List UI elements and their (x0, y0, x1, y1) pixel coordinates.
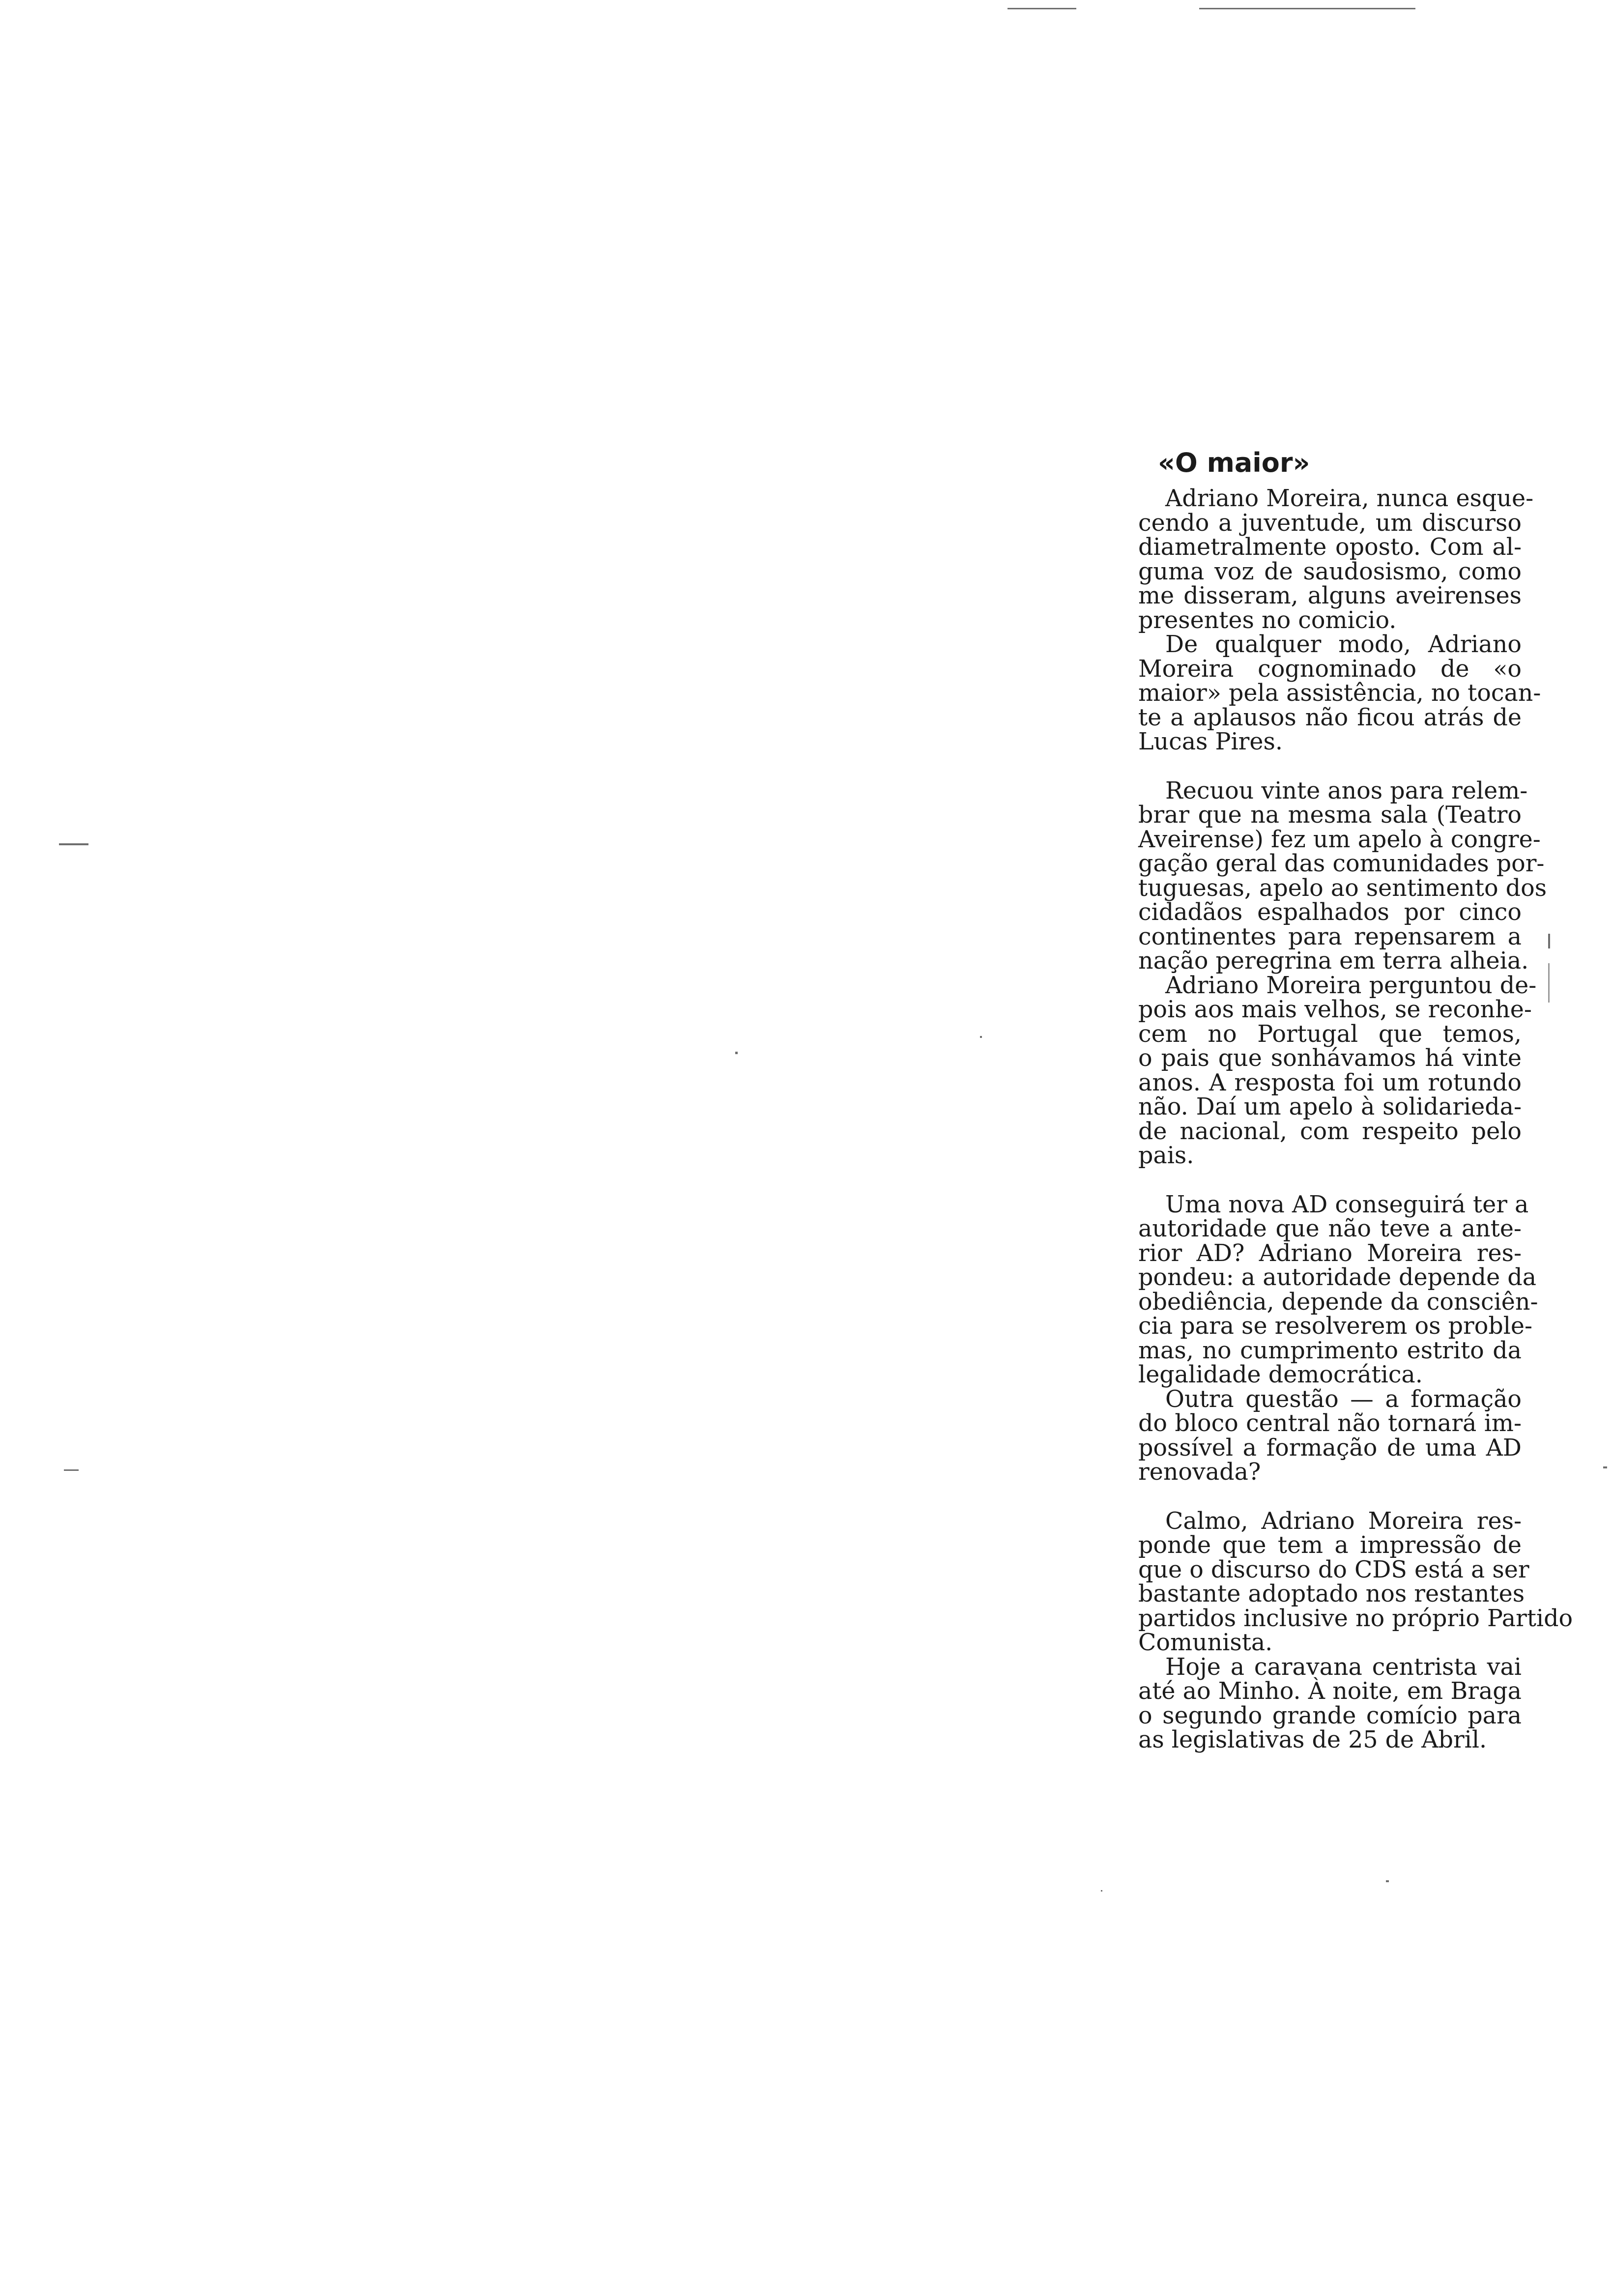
text-line: cem no Portugal que temos, (1138, 1020, 1522, 1048)
paragraph (1138, 1655, 1522, 1752)
paragraph-gap (1138, 754, 1522, 779)
text-line: Adriano Moreira perguntou de- (1165, 972, 1537, 999)
scan-speck-2 (980, 1036, 982, 1038)
text-line: as legislativas de 25 de Abril. (1138, 1726, 1487, 1753)
text-line: cendo a juventude, um discurso (1138, 509, 1522, 537)
paragraph (1138, 777, 1547, 975)
text-line: ponde que tem a impressão de (1138, 1532, 1522, 1559)
text-line: maior» pela assistência, no tocan- (1138, 680, 1541, 707)
text-line: Lucas Pires. (1138, 728, 1283, 755)
text-line: pondeu: a autoridade depende da (1138, 1264, 1537, 1291)
scan-mark-top-right (1199, 8, 1415, 9)
article-headline: «O maior» (1158, 447, 1310, 478)
text-line: renovada? (1138, 1459, 1261, 1486)
text-line: possível a formação de uma AD (1138, 1434, 1522, 1462)
text-line: De qualquer modo, Adriano (1165, 631, 1522, 658)
text-line: de nacional, com respeito pelo (1138, 1118, 1522, 1145)
paragraph (1138, 972, 1537, 1169)
text-line: rior AD? Adriano Moreira res- (1138, 1239, 1522, 1267)
text-line: tuguesas, apelo ao sentimento dos (1138, 874, 1547, 902)
text-line: o pais que sonhávamos há vinte (1138, 1045, 1522, 1072)
text-line: continentes para repensarem a (1138, 923, 1522, 950)
scan-mark-left-2 (64, 1469, 79, 1471)
paragraph (1138, 1387, 1522, 1485)
text-line: Moreira cognominado de «o (1138, 655, 1522, 683)
paragraph (1138, 631, 1541, 755)
paragraph (1138, 1507, 1573, 1656)
text-line: Uma nova AD conseguirá ter a (1165, 1191, 1529, 1218)
article-body (1138, 485, 1573, 1753)
text-line: legalidade democrática. (1138, 1361, 1423, 1388)
text-line: pois aos mais velhos, se reconhe- (1138, 996, 1532, 1023)
text-line: Hoje a caravana centrista vai (1165, 1653, 1522, 1681)
text-line: guma voz de saudosismo, como (1138, 558, 1522, 585)
scan-speck-5 (1386, 1880, 1389, 1882)
scan-speck-4 (1101, 1890, 1102, 1892)
scan-mark-right-2 (1548, 963, 1550, 1003)
scan-speck-1 (735, 1052, 738, 1054)
text-line: autoridade que não teve a ante- (1138, 1215, 1522, 1242)
text-line: Adriano Moreira, nunca esque- (1165, 485, 1534, 512)
text-line: brar que na mesma sala (Teatro (1138, 802, 1522, 829)
text-line: obediência, depende da consciên- (1138, 1288, 1538, 1316)
text-line: me disseram, alguns aveirenses (1138, 582, 1522, 609)
text-line: partidos inclusive no próprio Partido (1138, 1605, 1573, 1632)
text-line: bastante adoptado nos restantes (1138, 1580, 1525, 1607)
text-line: te a aplausos não ficou atrás de (1138, 704, 1522, 731)
text-line: anos. A resposta foi um rotundo (1138, 1069, 1522, 1096)
paragraph-gap (1138, 1168, 1522, 1193)
text-line: nação peregrina em terra alheia. (1138, 947, 1529, 975)
scan-mark-right-1 (1548, 934, 1550, 948)
text-line: Aveirense) fez um apelo à congre- (1138, 826, 1541, 853)
text-line: que o discurso do CDS está a ser (1138, 1556, 1529, 1583)
text-line: cia para se resolverem os proble- (1138, 1313, 1533, 1340)
paragraph-gap (1138, 1485, 1522, 1509)
text-line: Outra questão — a formação (1165, 1385, 1522, 1413)
text-line: presentes no comicio. (1138, 606, 1397, 634)
text-line: pais. (1138, 1142, 1194, 1169)
scan-mark-top-left (1008, 8, 1076, 9)
text-line: não. Daí um apelo à solidarieda- (1138, 1093, 1522, 1120)
text-line: gação geral das comunidades por- (1138, 850, 1545, 877)
paragraph (1138, 1191, 1538, 1388)
text-line: Recuou vinte anos para relem- (1165, 777, 1528, 804)
text-line: o segundo grande comício para (1138, 1702, 1522, 1729)
text-line: até ao Minho. À noite, em Braga (1138, 1678, 1522, 1705)
scan-speck-3 (1603, 1466, 1607, 1468)
article-column (1138, 447, 1573, 1753)
text-line: Comunista. (1138, 1629, 1273, 1656)
text-line: Calmo, Adriano Moreira res- (1165, 1507, 1522, 1535)
text-line: do bloco central não tornará im- (1138, 1410, 1522, 1437)
paragraph (1138, 485, 1534, 634)
text-line: mas, no cumprimento estrito da (1138, 1337, 1522, 1364)
text-line: diametralmente oposto. Com al- (1138, 534, 1522, 561)
scan-mark-left-1 (59, 843, 88, 845)
text-line: cidadãos espalhados por cinco (1138, 899, 1522, 926)
